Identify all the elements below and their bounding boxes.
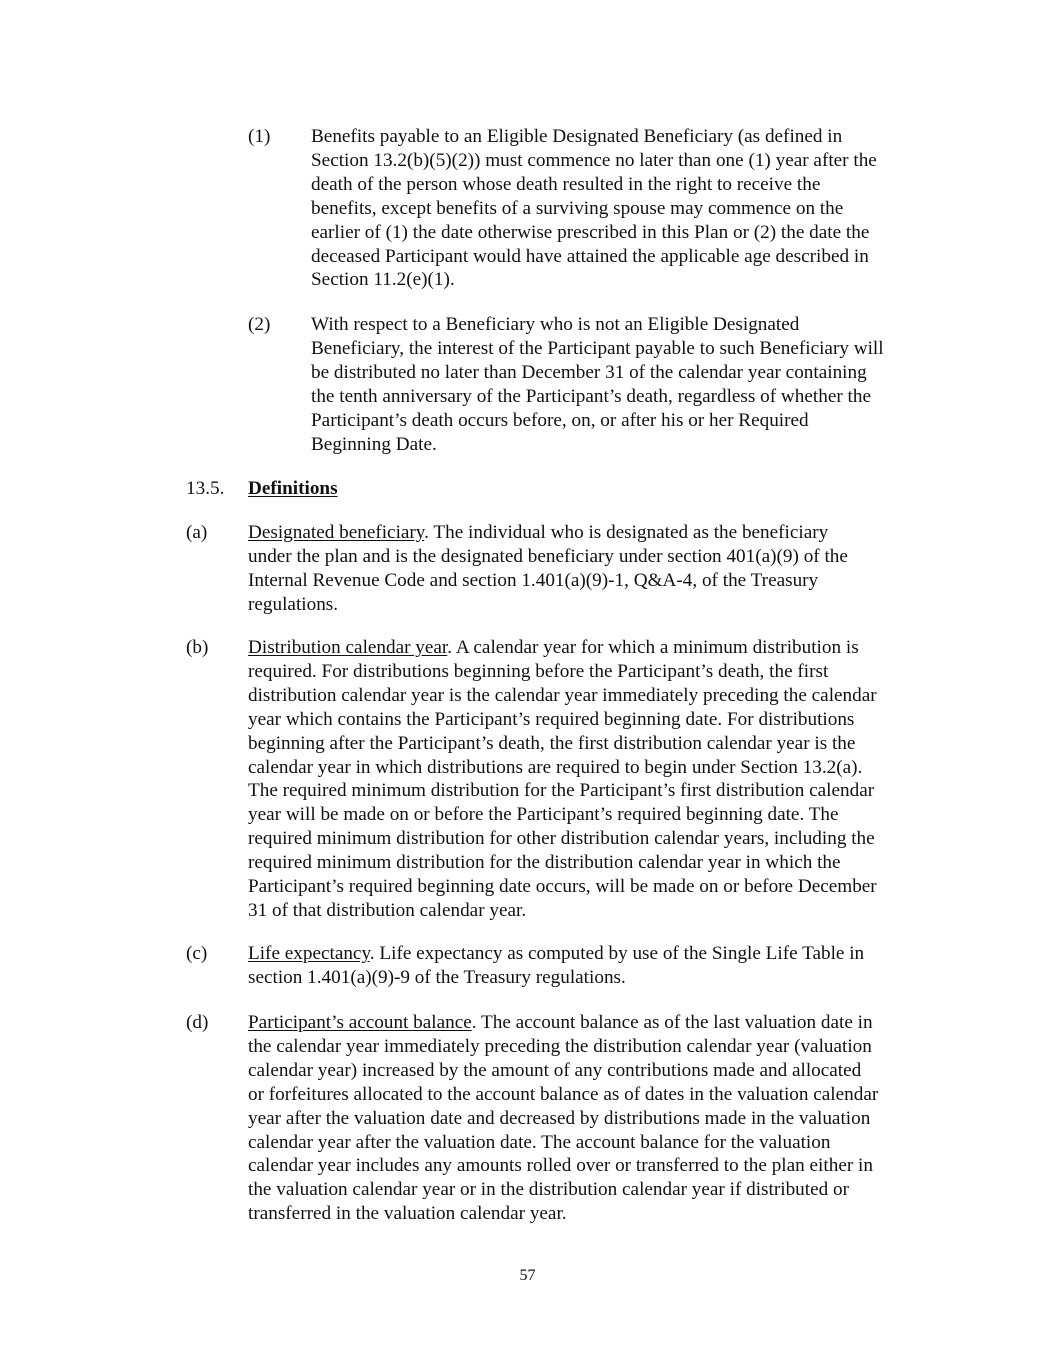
- text-line: required. For distributions beginning before the Participant’s death, the first: [248, 660, 829, 682]
- text-line: Beneficiary, the interest of the Participant payable to such Beneficiary will: [311, 337, 884, 359]
- text-line: year which contains the Participant’s required beginning date. For distributions: [248, 708, 855, 730]
- text-line: benefits, except benefits of a surviving spouse may commence on the: [311, 197, 844, 219]
- text-line: . The account balance as of the last valuation date in: [471, 1012, 873, 1033]
- text-line: regulations.: [248, 593, 339, 615]
- text-line: earlier of (1) the date otherwise prescribed in this Plan or (2) the date the: [311, 221, 870, 243]
- text-line: . A calendar year for which a minimum distribution is: [447, 637, 859, 658]
- definition-text: [248, 942, 864, 990]
- text-line: beginning after the Participant’s death, the first distribution calendar year is the: [248, 732, 856, 754]
- text-line: Section 13.2(b)(5)(2)) must commence no later than one (1) year after the: [311, 149, 877, 171]
- definition-text: [248, 636, 877, 923]
- text-line: Participant’s death occurs before, on, or after his or her Required: [311, 409, 809, 431]
- text-line: year after the valuation date and decreased by distributions made in the valuation: [248, 1107, 871, 1129]
- text-line: 31 of that distribution calendar year.: [248, 899, 527, 921]
- section-title: Definitions: [248, 478, 338, 499]
- text-line: Beginning Date.: [311, 433, 437, 455]
- text-line: section 1.401(a)(9)-9 of the Treasury regulations.: [248, 966, 626, 988]
- page-number: 57: [519, 1267, 536, 1284]
- definition-letter: (a): [186, 522, 208, 543]
- text-line: calendar year in which distributions are required to begin under Section 13.2(a).: [248, 756, 863, 778]
- text-line: Section 11.2(e)(1).: [311, 269, 455, 291]
- text-line: . Life expectancy as computed by use of the Single Life Table in: [369, 943, 865, 964]
- definition-letter: (c): [186, 943, 208, 964]
- text-line: With respect to a Beneficiary who is not an Eligible Designated: [311, 314, 800, 335]
- sub-item-number: (2): [248, 314, 271, 335]
- text-line: Internal Revenue Code and section 1.401(a)(9)-1, Q&A-4, of the Treasury: [248, 569, 819, 591]
- text-line: transferred in the valuation calendar year.: [248, 1203, 567, 1225]
- text-line: the valuation calendar year or in the distribution calendar year if distributed or: [248, 1179, 849, 1201]
- definition-letter: (d): [186, 1012, 209, 1033]
- text-line: distribution calendar year is the calendar year immediately preceding the calendar: [248, 684, 877, 706]
- sub-item-text: [311, 125, 877, 292]
- definition-text: [248, 1011, 878, 1226]
- text-line: required minimum distribution for other distribution calendar years, including the: [248, 828, 875, 850]
- text-line: under the plan and is the designated beneficiary under section 401(a)(9) of the: [248, 545, 848, 567]
- text-line: the tenth anniversary of the Participant’s death, regardless of whether the: [311, 385, 871, 407]
- text-line: the calendar year immediately preceding the distribution calendar year (valuation: [248, 1035, 872, 1057]
- sub-item-number: (1): [248, 126, 271, 147]
- definition-term: Life expectancy: [248, 943, 370, 964]
- text-line: calendar year includes any amounts rolled over or transferred to the plan either in: [248, 1155, 873, 1177]
- text-line: Benefits payable to an Eligible Designated Beneficiary (as defined in: [311, 126, 843, 147]
- text-line: year will be made on or before the Participant’s required beginning date. The: [248, 804, 839, 826]
- definition-term: Distribution calendar year: [248, 637, 448, 658]
- definition-letter: (b): [186, 637, 209, 658]
- text-line: The required minimum distribution for the Participant’s first distribution calendar: [248, 780, 875, 802]
- text-line: . The individual who is designated as the beneficiary: [424, 522, 829, 543]
- text-line: death of the person whose death resulted in the right to receive the: [311, 173, 821, 195]
- section-number: 13.5.: [186, 478, 225, 499]
- text-line: be distributed no later than December 31 of the calendar year containing: [311, 361, 867, 383]
- definition-term: Designated beneficiary: [248, 522, 425, 543]
- sub-item-text: [311, 313, 884, 456]
- text-line: or forfeitures allocated to the account balance as of dates in the valuation calendar: [248, 1083, 879, 1105]
- text-line: Participant’s required beginning date occurs, will be made on or before December: [248, 876, 877, 898]
- text-line: required minimum distribution for the distribution calendar year in which the: [248, 852, 841, 874]
- text-line: deceased Participant would have attained the applicable age described in: [311, 245, 869, 267]
- text-line: calendar year after the valuation date. The account balance for the valuation: [248, 1131, 831, 1153]
- text-line: calendar year) increased by the amount of any contributions made and allocated: [248, 1059, 862, 1081]
- definition-text: [248, 521, 848, 617]
- definition-term: Participant’s account balance: [248, 1012, 472, 1033]
